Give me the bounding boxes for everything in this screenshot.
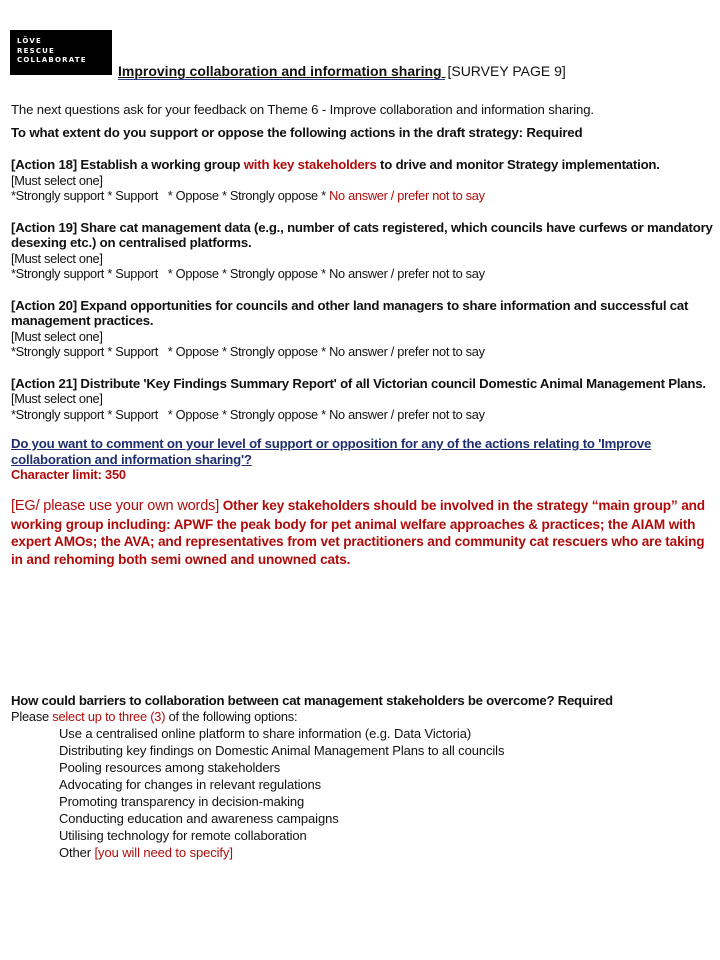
response-options[interactable]	[11, 188, 716, 204]
action-title-highlight: with key stakeholders	[243, 157, 377, 172]
character-limit: Character limit: 350	[11, 467, 126, 482]
barrier-option-other[interactable]	[59, 844, 720, 861]
barrier-option[interactable]: Distributing key findings on Domestic Animal Management Plans to all councils	[59, 743, 505, 758]
barriers-options-list	[11, 725, 720, 861]
example-answer-text: Other key stakeholders should be involved in the strategy “main group” and working group including: APWF the peak body for pet animal welfare approaches & practices; the AIAM with expert AMOs; the AVA; and representatives from vet practitioners and community cat rescuers who are taking in and rehoming both semi owned and unowned cats.	[11, 498, 705, 567]
action-20	[11, 298, 716, 360]
instruction-text: of the following options:	[165, 709, 298, 724]
must-select-note: [Must select one]	[11, 391, 103, 406]
page-title	[118, 63, 566, 79]
support-question: To what extent do you support or oppose the following actions in the draft strategy: Required	[11, 125, 583, 140]
action-title: [Action 19] Share cat management data (e.g., number of cats registered, which councils have curfews or mandatory desexing etc.) on centralised platforms.	[11, 219, 713, 250]
page-title-text: Improving collaboration and information sharing	[118, 63, 446, 79]
comment-question: Do you want to comment on your level of support or opposition for any of the actions relating to 'Improve collaboration and information sharing'?	[11, 436, 652, 467]
instruction-text: Please	[11, 709, 53, 724]
response-options[interactable]: *Strongly support * Support * Oppose * Strongly oppose * No answer / prefer not to say	[11, 406, 485, 422]
barrier-option[interactable]: Utilising technology for remote collaboration	[59, 828, 307, 843]
barrier-option[interactable]: Pooling resources among stakeholders	[59, 760, 281, 775]
must-select-note: [Must select one]	[11, 250, 103, 266]
must-select-note: [Must select one]	[11, 172, 103, 188]
page-header	[10, 30, 720, 80]
action-title: [Action 20] Expand opportunities for councils and other land managers to share information and successful cat management practices.	[11, 297, 689, 328]
action-18	[11, 157, 716, 204]
other-note: [you will need to specify]	[94, 845, 233, 860]
barrier-option[interactable]: Conducting education and awareness campaigns	[59, 811, 339, 826]
action-title-text: [Action 18] Establish a working group	[11, 157, 244, 172]
logo-line: RESCUE	[17, 46, 56, 55]
survey-content	[11, 101, 716, 568]
response-options[interactable]: *Strongly support * Support * Oppose * Strongly oppose * No answer / prefer not to say	[11, 344, 485, 359]
action-title: [Action 21] Distribute 'Key Findings Summary Report' of all Victorian council Domestic Animal Management Plans.	[11, 375, 706, 391]
logo-line: COLLABORATE	[17, 56, 87, 64]
theme-intro: The next questions ask for your feedback on Theme 6 - Improve collaboration and information sharing.	[11, 102, 594, 117]
action-title	[11, 157, 716, 173]
love-rescue-collaborate-logo	[10, 30, 112, 75]
barriers-instruction	[11, 709, 720, 725]
action-19	[11, 220, 716, 282]
barrier-option[interactable]: Advocating for changes in relevant regulations	[59, 777, 322, 792]
logo-line: LÖVE	[17, 37, 42, 45]
must-select-note: [Must select one]	[11, 328, 103, 344]
other-label: Other	[59, 845, 95, 860]
response-options[interactable]: *Strongly support * Support * Oppose * Strongly oppose * No answer / prefer not to say	[11, 266, 485, 281]
barriers-question: How could barriers to collaboration between cat management stakeholders be overcome? Required	[11, 693, 613, 708]
response-options-text: *Strongly support * Support * Oppose * Strongly oppose *	[11, 188, 330, 203]
no-answer-option[interactable]: No answer / prefer not to say	[329, 188, 485, 203]
example-label: [EG/ please use your own words]	[11, 498, 220, 514]
action-title-text: to drive and monitor Strategy implementation.	[376, 157, 660, 172]
instruction-highlight: select up to three (3)	[52, 709, 166, 724]
action-21	[11, 376, 716, 423]
example-answer[interactable]	[11, 497, 716, 568]
barrier-option[interactable]: Promoting transparency in decision-making	[59, 794, 305, 809]
barrier-option[interactable]: Use a centralised online platform to share information (e.g. Data Victoria)	[59, 726, 472, 741]
survey-page-tag: [SURVEY PAGE 9]	[447, 63, 566, 79]
barriers-question-block	[11, 692, 720, 861]
